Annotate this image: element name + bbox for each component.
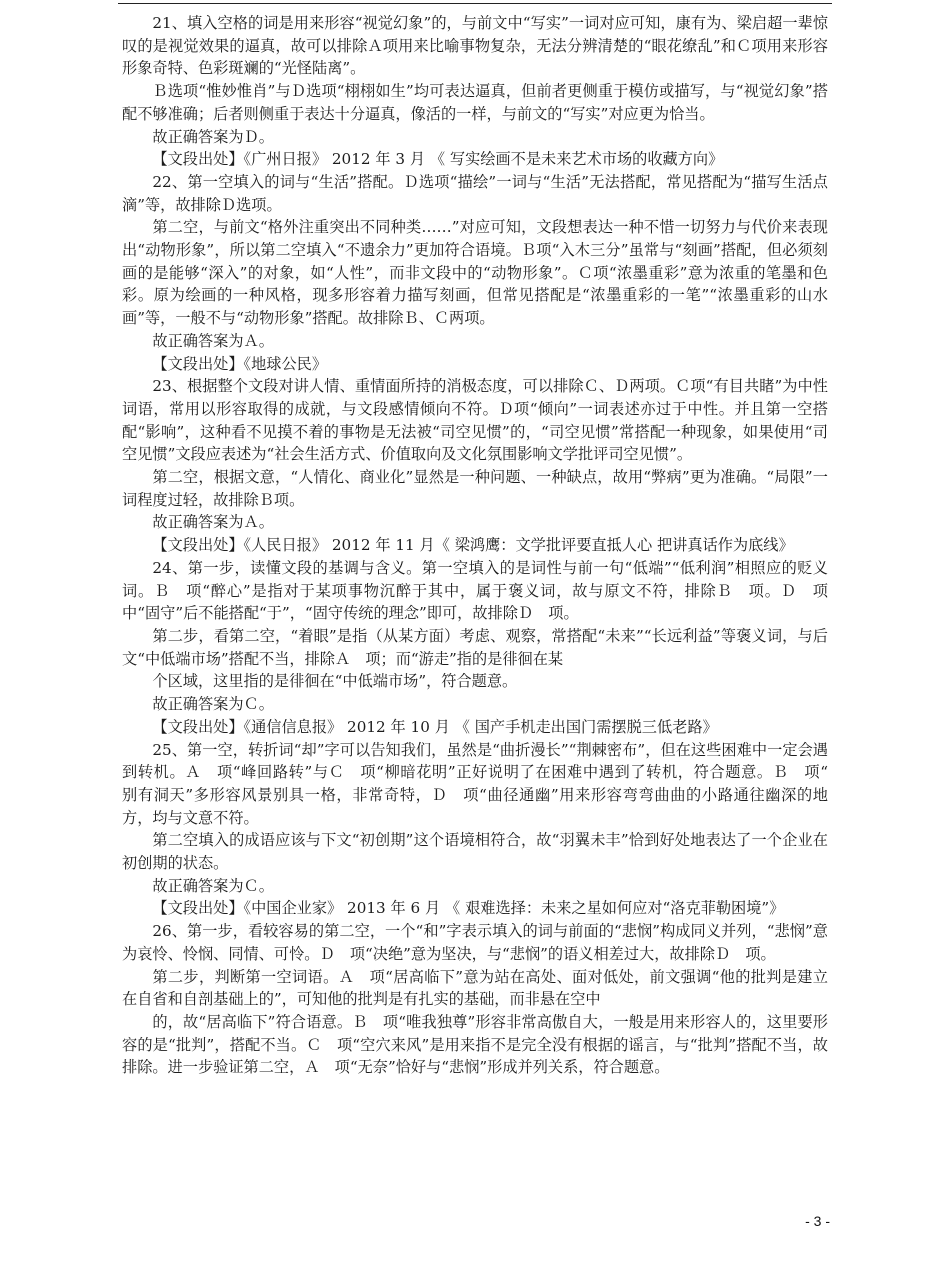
paragraph-q23-source: 【文段出处】《人民日报》 2012 年 11 月《 梁鸿鹰：文学批评要直抵人心 把讲真话作为底线》 (152, 536, 794, 555)
paragraph-q24-step-two: 第二步，看第二空，“着眼”是指（从某方面）考虑、观察，常搭配“未来”“长远利益”等褒义词，与后文“中低端市场”搭配不当，排除Ａ 项；而“游走”指的是徘徊在某 (122, 626, 828, 668)
paragraph-q21-options: Ｂ选项“惟妙惟肖”与Ｄ选项“栩栩如生”均可表达逼真，但前者更侧重于模仿或描写，与“视觉幻象”搭配不够准确；后者则侧重于表达十分逼真，像活的一样，与前文的“写实”对应更为恰当。 (122, 82, 828, 123)
paragraph-q24-answer: 故正确答案为Ｃ。 (152, 695, 274, 714)
paragraph-q21-source: 【文段出处】《广州日报》 2012 年 3 月 《 写实绘画不是未来艺术市场的收藏方向》 (152, 150, 724, 169)
paragraph-q24-continued: 个区域，这里指的是徘徊在“中低端市场”，符合题意。 (152, 672, 518, 691)
paragraph-q22-second-blank: 第二空，与前文“格外注重突出不同种类……”对应可知，文段想表达一种不惜一切努力与代价来表现出“动物形象”，所以第二空填入“不遗余力”更加符合语境。Ｂ项“入木三分”虽常与“刻画”搭配，但必须刻画的是能够“深入”的对象，如“人性”，而非文段中的“动物形象”。Ｃ项“浓墨重彩”意为浓重的笔墨和色彩。原为绘画的一种风格，现多形容着力描写刻画，但常见搭配是“浓墨重彩的一笔”“浓墨重彩的山水画”等，一般不与“动物形象”搭配。故排除Ｂ、Ｃ两项。 (122, 218, 828, 328)
paragraph-q26-analysis: 26、第一步，看较容易的第二空，一个“和”字表示填入的词与前面的“悲悯”构成同义并列，“悲悯”意为哀怜、怜悯、同情、可怜。Ｄ 项“决绝”意为坚决，与“悲悯”的语义相差过大，故排除Ｄ 项。 (122, 922, 828, 963)
page-number: - 3 - (805, 1213, 830, 1229)
paragraph-q24-source: 【文段出处】《通信信息报》 2012 年 10 月 《 国产手机走出国门需摆脱三低老路》 (152, 717, 718, 736)
paragraph-q25-source: 【文段出处】《中国企业家》 2013 年 6 月 《 艰难选择：未来之星如何应对“洛克菲勒困境”》 (152, 899, 785, 918)
paragraph-q23-second-blank: 第二空，根据文意，“人情化、商业化”显然是一种问题、一种缺点，故用“弊病”更为准确。“局限”一词程度过轻，故排除Ｂ项。 (122, 468, 828, 509)
paragraph-q23-answer: 故正确答案为Ａ。 (152, 513, 274, 532)
paragraph-q25-answer: 故正确答案为Ｃ。 (152, 876, 274, 895)
document-body (122, 12, 844, 1079)
paragraph-q25-second-blank: 第二空填入的成语应该与下文“初创期”这个语境相符合，故“羽翼未丰”恰到好处地表达了一个企业在初创期的状态。 (122, 831, 828, 873)
paragraph-q21-answer: 故正确答案为Ｄ。 (152, 127, 274, 146)
paragraph-q26-step-two: 第二步，判断第一空词语。Ａ 项“居高临下”意为站在高处、面对低处，前文强调“他的批判是建立在自省和自剖基础上的”，可知他的批判是有扎实的基础，而非悬在空中 (122, 967, 828, 1009)
paragraph-q24-analysis: 24、第一步，读懂文段的基调与含义。第一空填入的是词性与前一句“低端”“低利润”相照应的贬义词。Ｂ 项“醉心”是指对于某项事物沉醉于其中，属于褒义词，故与原文不符，排除Ｂ 项。Ｄ 项中“固守”后不能搭配“于”，“固守传统的理念”即可，故排除Ｄ 项。 (122, 558, 828, 623)
paragraph-q23-analysis: 23、根据整个文段对讲人情、重情面所持的消极态度，可以排除Ｃ、Ｄ两项。Ｃ项“有目共睹”为中性词语，常用以形容取得的成就，与文段感情倾向不符。Ｄ项“倾向”一词表述亦过于中性。并且第一空搭配“影响”，这种看不见摸不着的事物是无法被“司空见惯”的，“司空见惯”常搭配一种现象，如果使用“司空见惯”文段应表述为“社会生活方式、价值取向及文化氛围影响文学批评司空见惯”。 (122, 377, 828, 464)
paragraph-q22-source: 【文段出处】《地球公民》 (152, 354, 328, 373)
header-rule (118, 3, 832, 4)
paragraph-q22-analysis: 22、第一空填入的词与“生活”搭配。Ｄ选项“描绘”一词与“生活”无法搭配，常见搭配为“描写生活点滴”等，故排除Ｄ选项。 (122, 172, 828, 214)
paragraph-q25-analysis: 25、第一空，转折词“却”字可以告知我们，虽然是“曲折漫长”“荆棘密布”，但在这些困难中一定会遇到转机。Ａ 项“峰回路转”与Ｃ 项“柳暗花明”正好说明了在困难中遇到了转机，符合题意。Ｂ 项“ 别有洞天”多形容风景别具一格，非常奇特，Ｄ 项“曲径通幽”用来形容弯弯曲曲的小路通往幽深的地方，均与文意不符。 (122, 740, 844, 827)
paragraph-q21-analysis: 21、填入空格的词是用来形容“视觉幻象”的，与前文中“写实”一词对应可知，康有为、梁启超一辈惊叹的是视觉效果的逼真，故可以排除Ａ项用来比喻事物复杂，无法分辨清楚的“眼花缭乱”和Ｃ项用来形容形象奇特、色彩斑斓的“光怪陆离”。 (122, 14, 828, 78)
paragraph-q22-answer: 故正确答案为Ａ。 (152, 331, 274, 350)
paragraph-q26-continued: 的，故“居高临下”符合语意。Ｂ 项“唯我独尊”形容非常高傲自大，一般是用来形容人的，这里要形容的是“批判”，搭配不当。Ｃ 项“空穴来风”是用来指不是完全没有根据的谣言，与“批判”搭配不当，故排除。进一步验证第二空，Ａ 项“无奈”恰好与“悲悯”形成并列关系，符合题意。 (122, 1012, 828, 1077)
